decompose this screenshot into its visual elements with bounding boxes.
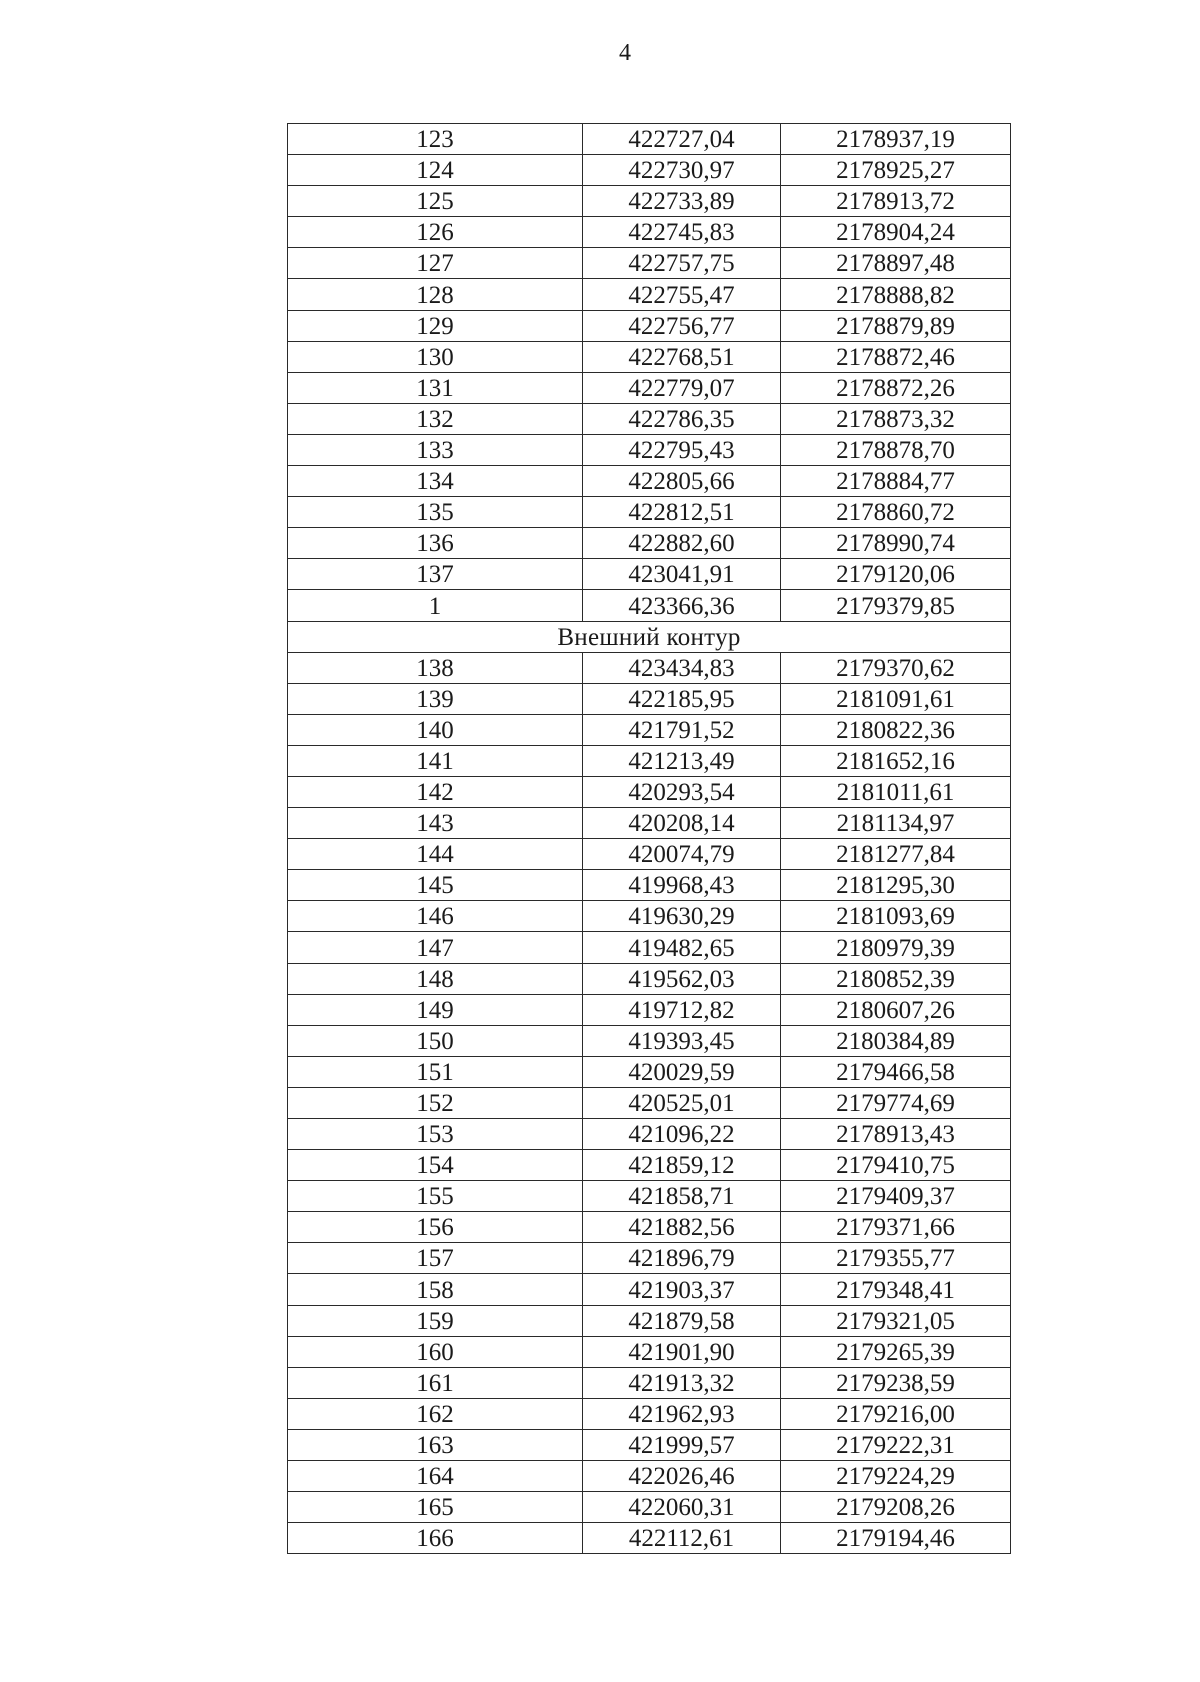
y-coordinate-cell: 2178904,24 xyxy=(781,217,1011,248)
y-coordinate-cell: 2180852,39 xyxy=(781,963,1011,994)
point-number-cell: 131 xyxy=(288,372,583,403)
y-coordinate-cell: 2178913,43 xyxy=(781,1119,1011,1150)
y-coordinate-cell: 2179370,62 xyxy=(781,652,1011,683)
y-coordinate-cell: 2178925,27 xyxy=(781,155,1011,186)
y-coordinate-cell: 2181011,61 xyxy=(781,776,1011,807)
x-coordinate-cell: 421913,32 xyxy=(583,1367,781,1398)
x-coordinate-cell: 421903,37 xyxy=(583,1274,781,1305)
point-number-cell: 133 xyxy=(288,434,583,465)
table-row xyxy=(288,776,1011,807)
x-coordinate-cell: 421791,52 xyxy=(583,714,781,745)
x-coordinate-cell: 422733,89 xyxy=(583,186,781,217)
point-number-cell: 130 xyxy=(288,341,583,372)
table-row xyxy=(288,1367,1011,1398)
table-row xyxy=(288,559,1011,590)
point-number-cell: 161 xyxy=(288,1367,583,1398)
y-coordinate-cell: 2178860,72 xyxy=(781,497,1011,528)
x-coordinate-cell: 421879,58 xyxy=(583,1305,781,1336)
point-number-cell: 141 xyxy=(288,745,583,776)
point-number-cell: 135 xyxy=(288,497,583,528)
point-number-cell: 136 xyxy=(288,528,583,559)
x-coordinate-cell: 421901,90 xyxy=(583,1336,781,1367)
x-coordinate-cell: 420293,54 xyxy=(583,776,781,807)
point-number-cell: 149 xyxy=(288,994,583,1025)
point-number-cell: 152 xyxy=(288,1087,583,1118)
y-coordinate-cell: 2179379,85 xyxy=(781,590,1011,621)
point-number-cell: 132 xyxy=(288,403,583,434)
point-number-cell: 138 xyxy=(288,652,583,683)
y-coordinate-cell: 2179194,46 xyxy=(781,1523,1011,1554)
table-row xyxy=(288,745,1011,776)
x-coordinate-cell: 421896,79 xyxy=(583,1243,781,1274)
y-coordinate-cell: 2178879,89 xyxy=(781,310,1011,341)
table-row xyxy=(288,652,1011,683)
point-number-cell: 124 xyxy=(288,155,583,186)
table-row xyxy=(288,1150,1011,1181)
point-number-cell: 137 xyxy=(288,559,583,590)
point-number-cell: 156 xyxy=(288,1212,583,1243)
x-coordinate-cell: 421859,12 xyxy=(583,1150,781,1181)
x-coordinate-cell: 422795,43 xyxy=(583,434,781,465)
x-coordinate-cell: 419630,29 xyxy=(583,901,781,932)
y-coordinate-cell: 2180822,36 xyxy=(781,714,1011,745)
table-row xyxy=(288,1305,1011,1336)
table-row xyxy=(288,186,1011,217)
table-row xyxy=(288,497,1011,528)
x-coordinate-cell: 422786,35 xyxy=(583,403,781,434)
point-number-cell: 162 xyxy=(288,1398,583,1429)
y-coordinate-cell: 2180979,39 xyxy=(781,932,1011,963)
y-coordinate-cell: 2178884,77 xyxy=(781,466,1011,497)
y-coordinate-cell: 2181091,61 xyxy=(781,683,1011,714)
point-number-cell: 148 xyxy=(288,963,583,994)
y-coordinate-cell: 2179216,00 xyxy=(781,1398,1011,1429)
point-number-cell: 143 xyxy=(288,808,583,839)
x-coordinate-cell: 420074,79 xyxy=(583,839,781,870)
table-row xyxy=(288,434,1011,465)
table-row xyxy=(288,808,1011,839)
x-coordinate-cell: 422745,83 xyxy=(583,217,781,248)
table-row xyxy=(288,1492,1011,1523)
point-number-cell: 129 xyxy=(288,310,583,341)
x-coordinate-cell: 421096,22 xyxy=(583,1119,781,1150)
x-coordinate-cell: 421962,93 xyxy=(583,1398,781,1429)
x-coordinate-cell: 422756,77 xyxy=(583,310,781,341)
point-number-cell: 134 xyxy=(288,466,583,497)
y-coordinate-cell: 2179321,05 xyxy=(781,1305,1011,1336)
point-number-cell: 147 xyxy=(288,932,583,963)
y-coordinate-cell: 2178888,82 xyxy=(781,279,1011,310)
x-coordinate-cell: 422755,47 xyxy=(583,279,781,310)
y-coordinate-cell: 2178872,26 xyxy=(781,372,1011,403)
y-coordinate-cell: 2178937,19 xyxy=(781,124,1011,155)
y-coordinate-cell: 2180384,89 xyxy=(781,1025,1011,1056)
x-coordinate-cell: 422805,66 xyxy=(583,466,781,497)
x-coordinate-cell: 420525,01 xyxy=(583,1087,781,1118)
y-coordinate-cell: 2179208,26 xyxy=(781,1492,1011,1523)
point-number-cell: 144 xyxy=(288,839,583,870)
table-row xyxy=(288,1523,1011,1554)
point-number-cell: 163 xyxy=(288,1429,583,1460)
table-row xyxy=(288,279,1011,310)
y-coordinate-cell: 2179238,59 xyxy=(781,1367,1011,1398)
point-number-cell: 123 xyxy=(288,124,583,155)
y-coordinate-cell: 2178878,70 xyxy=(781,434,1011,465)
table-row xyxy=(288,466,1011,497)
x-coordinate-cell: 422185,95 xyxy=(583,683,781,714)
point-number-cell: 154 xyxy=(288,1150,583,1181)
x-coordinate-cell: 420029,59 xyxy=(583,1056,781,1087)
y-coordinate-cell: 2179222,31 xyxy=(781,1429,1011,1460)
x-coordinate-cell: 423366,36 xyxy=(583,590,781,621)
table-row xyxy=(288,932,1011,963)
x-coordinate-cell: 422812,51 xyxy=(583,497,781,528)
point-number-cell: 127 xyxy=(288,248,583,279)
table-row xyxy=(288,341,1011,372)
table-row xyxy=(288,683,1011,714)
point-number-cell: 157 xyxy=(288,1243,583,1274)
table-row xyxy=(288,963,1011,994)
y-coordinate-cell: 2178873,32 xyxy=(781,403,1011,434)
point-number-cell: 164 xyxy=(288,1461,583,1492)
y-coordinate-cell: 2179120,06 xyxy=(781,559,1011,590)
table-row xyxy=(288,1056,1011,1087)
y-coordinate-cell: 2181295,30 xyxy=(781,870,1011,901)
x-coordinate-cell: 422060,31 xyxy=(583,1492,781,1523)
table-row xyxy=(288,1212,1011,1243)
x-coordinate-cell: 422882,60 xyxy=(583,528,781,559)
x-coordinate-cell: 422026,46 xyxy=(583,1461,781,1492)
point-number-cell: 145 xyxy=(288,870,583,901)
table-row xyxy=(288,1461,1011,1492)
point-number-cell: 146 xyxy=(288,901,583,932)
x-coordinate-cell: 419968,43 xyxy=(583,870,781,901)
x-coordinate-cell: 422727,04 xyxy=(583,124,781,155)
table-row xyxy=(288,1398,1011,1429)
coordinates-table-container xyxy=(287,123,1010,1554)
x-coordinate-cell: 419562,03 xyxy=(583,963,781,994)
table-row xyxy=(288,1274,1011,1305)
point-number-cell: 160 xyxy=(288,1336,583,1367)
x-coordinate-cell: 419393,45 xyxy=(583,1025,781,1056)
y-coordinate-cell: 2181652,16 xyxy=(781,745,1011,776)
point-number-cell: 165 xyxy=(288,1492,583,1523)
table-section-header xyxy=(288,621,1011,652)
table-row xyxy=(288,1025,1011,1056)
y-coordinate-cell: 2179265,39 xyxy=(781,1336,1011,1367)
point-number-cell: 1 xyxy=(288,590,583,621)
y-coordinate-cell: 2180607,26 xyxy=(781,994,1011,1025)
y-coordinate-cell: 2179466,58 xyxy=(781,1056,1011,1087)
point-number-cell: 139 xyxy=(288,683,583,714)
table-row xyxy=(288,1119,1011,1150)
y-coordinate-cell: 2178872,46 xyxy=(781,341,1011,372)
point-number-cell: 159 xyxy=(288,1305,583,1336)
y-coordinate-cell: 2178990,74 xyxy=(781,528,1011,559)
x-coordinate-cell: 419482,65 xyxy=(583,932,781,963)
y-coordinate-cell: 2181277,84 xyxy=(781,839,1011,870)
table-body-bottom xyxy=(288,652,1011,1554)
table-row xyxy=(288,1087,1011,1118)
table-row xyxy=(288,403,1011,434)
table-row xyxy=(288,124,1011,155)
table-row xyxy=(288,372,1011,403)
point-number-cell: 140 xyxy=(288,714,583,745)
table-row xyxy=(288,1336,1011,1367)
x-coordinate-cell: 422779,07 xyxy=(583,372,781,403)
y-coordinate-cell: 2179348,41 xyxy=(781,1274,1011,1305)
table-row xyxy=(288,994,1011,1025)
point-number-cell: 155 xyxy=(288,1181,583,1212)
point-number-cell: 128 xyxy=(288,279,583,310)
table-row xyxy=(288,901,1011,932)
x-coordinate-cell: 422768,51 xyxy=(583,341,781,372)
y-coordinate-cell: 2181134,97 xyxy=(781,808,1011,839)
table-row xyxy=(288,1181,1011,1212)
x-coordinate-cell: 421999,57 xyxy=(583,1429,781,1460)
table-row xyxy=(288,528,1011,559)
section-row xyxy=(288,621,1011,652)
x-coordinate-cell: 423434,83 xyxy=(583,652,781,683)
table-row xyxy=(288,590,1011,621)
y-coordinate-cell: 2179224,29 xyxy=(781,1461,1011,1492)
x-coordinate-cell: 419712,82 xyxy=(583,994,781,1025)
table-row xyxy=(288,870,1011,901)
x-coordinate-cell: 421858,71 xyxy=(583,1181,781,1212)
x-coordinate-cell: 422112,61 xyxy=(583,1523,781,1554)
point-number-cell: 126 xyxy=(288,217,583,248)
point-number-cell: 125 xyxy=(288,186,583,217)
x-coordinate-cell: 422757,75 xyxy=(583,248,781,279)
page-number: 4 xyxy=(619,40,631,66)
table-row xyxy=(288,1243,1011,1274)
x-coordinate-cell: 421882,56 xyxy=(583,1212,781,1243)
table-body-top xyxy=(288,124,1011,622)
y-coordinate-cell: 2179355,77 xyxy=(781,1243,1011,1274)
point-number-cell: 158 xyxy=(288,1274,583,1305)
table-row xyxy=(288,248,1011,279)
point-number-cell: 153 xyxy=(288,1119,583,1150)
coordinates-table xyxy=(287,123,1011,1554)
y-coordinate-cell: 2179774,69 xyxy=(781,1087,1011,1118)
table-row xyxy=(288,155,1011,186)
x-coordinate-cell: 422730,97 xyxy=(583,155,781,186)
y-coordinate-cell: 2181093,69 xyxy=(781,901,1011,932)
y-coordinate-cell: 2179409,37 xyxy=(781,1181,1011,1212)
table-row xyxy=(288,714,1011,745)
point-number-cell: 151 xyxy=(288,1056,583,1087)
x-coordinate-cell: 423041,91 xyxy=(583,559,781,590)
point-number-cell: 142 xyxy=(288,776,583,807)
table-row xyxy=(288,310,1011,341)
y-coordinate-cell: 2179371,66 xyxy=(781,1212,1011,1243)
section-title: Внешний контур xyxy=(288,621,1011,652)
table-row xyxy=(288,217,1011,248)
y-coordinate-cell: 2179410,75 xyxy=(781,1150,1011,1181)
x-coordinate-cell: 421213,49 xyxy=(583,745,781,776)
point-number-cell: 150 xyxy=(288,1025,583,1056)
point-number-cell: 166 xyxy=(288,1523,583,1554)
x-coordinate-cell: 420208,14 xyxy=(583,808,781,839)
y-coordinate-cell: 2178913,72 xyxy=(781,186,1011,217)
table-row xyxy=(288,1429,1011,1460)
y-coordinate-cell: 2178897,48 xyxy=(781,248,1011,279)
table-row xyxy=(288,839,1011,870)
